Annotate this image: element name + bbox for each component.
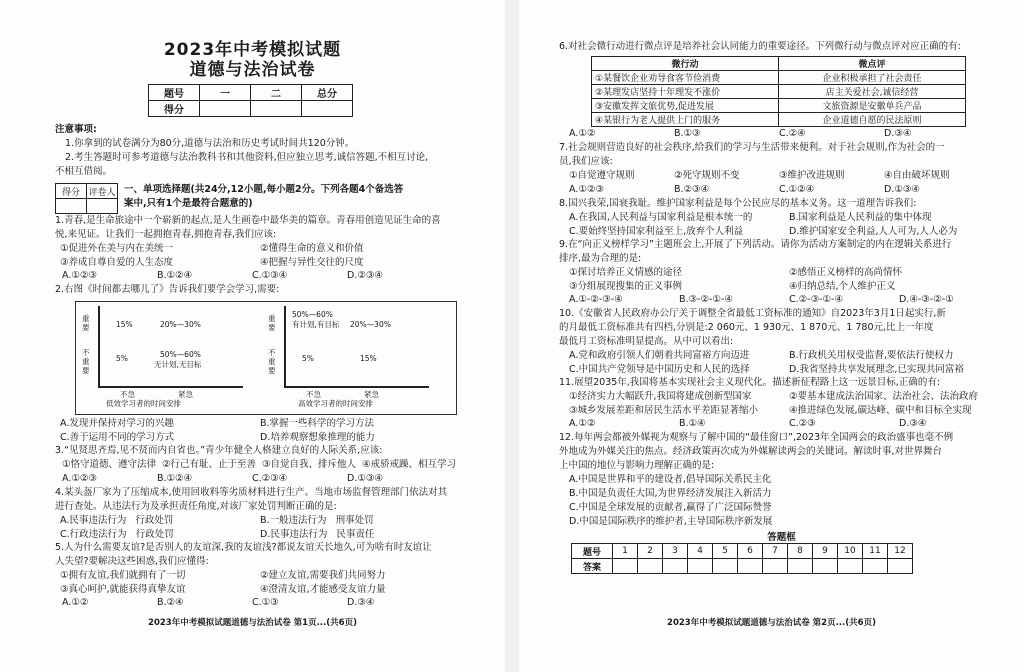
q7-option-c[interactable]: C.①②④: [779, 184, 815, 195]
q12-option-d[interactable]: D.中国是国际秩序的维护者,主导国际秩序新发展: [569, 516, 773, 527]
q7-item: ①自觉遵守规则: [569, 170, 635, 181]
q1-option-c[interactable]: C.①③④: [252, 270, 288, 281]
q9-option-c[interactable]: C.②-③-①-④: [789, 294, 844, 305]
q9-option-d[interactable]: D.④-③-②-①: [899, 294, 954, 305]
chart-cell: 5%: [302, 354, 314, 363]
q11-items: [569, 390, 1009, 417]
q4-options: [60, 514, 460, 541]
score-cell: [302, 101, 353, 117]
q5-item: ④澄清友谊,才能感受友谊力量: [260, 583, 386, 595]
q5-item: ③真心呵护,就能获得真挚友谊: [60, 583, 186, 595]
q7-item: ②死守规则不变: [674, 170, 740, 181]
answer-header: 4: [688, 544, 713, 559]
q7-option-a[interactable]: A.①②③: [569, 184, 604, 195]
answer-header: 5: [713, 544, 738, 559]
q2-options: [60, 417, 460, 444]
q4-option-a-behavior: A.民事违法行为: [60, 515, 127, 526]
q3-item: ②行己有耻、止于至善: [162, 459, 257, 470]
chart-cell: 20%—30%: [350, 320, 391, 329]
answer-header: 2: [638, 544, 663, 559]
chart-y-axis: [284, 306, 286, 386]
q8-option-d[interactable]: D.维护国家安全利益,人人可为,人人必为: [789, 225, 958, 237]
chart-x-axis: [98, 386, 243, 388]
chart-cell: 有计划,有目标: [292, 320, 340, 329]
q1-option-b[interactable]: B.①②④: [157, 270, 193, 281]
q3-item: ①恪守道德、遵守法律: [62, 459, 157, 470]
q2-option-b[interactable]: B.掌握一些科学的学习方法: [260, 418, 375, 429]
chart-label-important: 重要: [268, 314, 276, 332]
q3-option-c[interactable]: C.②③④: [252, 473, 288, 484]
q6-stem: 6.对社会微行动进行微点评是培养社会认同能力的重要途径。下列微行动与微点评对应正确的有:: [559, 41, 961, 52]
notice-line: 1.你拿到的试卷满分为80分,道德与法治和历史考试时间共120分钟。: [65, 138, 355, 149]
q10-stem: 10.《安徽省人民政府办公厅关于调整全省最低工资标准的通知》自2023年3月1日起实行,新: [559, 308, 946, 319]
q10-option-d[interactable]: D.我省坚持共享发展理念,已实现共同富裕: [789, 363, 964, 375]
chart-cell: 50%—60%: [292, 310, 333, 319]
q1-items: [60, 242, 460, 269]
q3-options: [62, 472, 442, 486]
q10-options: [569, 349, 1009, 376]
q6-comment: 店主关爱社会,诚信经营: [779, 85, 966, 99]
time-allocation-figure: [75, 301, 457, 415]
q6-option-d[interactable]: D.③④: [884, 128, 912, 139]
answer-cell[interactable]: [788, 559, 813, 574]
q10-option-b[interactable]: B.行政机关用权受监督,要依法行使权力: [789, 350, 954, 361]
q1-option-d[interactable]: D.②③④: [347, 270, 383, 281]
score-header: 一: [200, 85, 251, 101]
q11-options: [569, 417, 1009, 431]
q7-items: [569, 169, 989, 183]
q3-item: ④戒骄戒躁、相互学习: [362, 459, 457, 470]
grader-cell: [87, 199, 118, 214]
notice-line: 不相互借阅。: [55, 166, 113, 177]
q6-comment: 企业积极承担了社会责任: [779, 71, 966, 85]
answer-header: 11: [863, 544, 888, 559]
q8-stem: 8.国兴我荣,国衰我耻。维护国家利益是每个公民应尽的基本义务。这一道理告诉我们:: [559, 198, 917, 209]
q6-header: 微点评: [779, 57, 966, 71]
answer-cell[interactable]: [663, 559, 688, 574]
score-header: 二: [251, 85, 302, 101]
answer-table: [571, 543, 913, 574]
q7-options: [569, 183, 989, 197]
answer-header: 6: [738, 544, 763, 559]
q11-option-b[interactable]: B.①④: [679, 418, 706, 429]
q7-option-d[interactable]: D.①③④: [884, 184, 920, 195]
q1-item: ②懂得生命的意义和价值: [260, 243, 364, 254]
q4-option-b-liability: 刑事处罚: [335, 515, 374, 526]
answer-box-title: 答题框: [767, 532, 796, 543]
q8-options: [569, 211, 1009, 238]
q6-option-c[interactable]: C.②④: [779, 128, 806, 139]
score-cell: [251, 101, 302, 117]
q5-option-a[interactable]: A.①②: [62, 597, 89, 608]
q5-stem: 人失望?要解决这些困惑,我们应懂得:: [55, 556, 209, 567]
q5-option-d[interactable]: D.③④: [347, 597, 375, 608]
q10-stem: 最低月工资标准明显提高。从中可以看出:: [559, 336, 734, 347]
chart-label-important: 重要: [82, 314, 90, 332]
q11-item: ④推进绿色发展,碳达峰、碳中和目标全实现: [789, 404, 972, 416]
q1-stem: 悦,来见证。让我们一起拥抱青春,拥抱青春,我们应该:: [55, 229, 277, 240]
q6-action: ④某银行为老人提供上门的服务: [592, 113, 779, 127]
q9-item: ①探讨培养正义情感的途径: [569, 267, 683, 278]
q12-stem: 上中国的地位与影响力理解正确的是:: [559, 460, 715, 471]
high-efficiency-chart: [268, 306, 433, 399]
q7-stem: 员,我们应该:: [559, 156, 613, 167]
answer-cell[interactable]: [888, 559, 913, 574]
q8-option-a[interactable]: A.在我国,人民利益与国家利益是根本统一的: [569, 212, 753, 223]
score-cell: [200, 101, 251, 117]
chart-x-label: 不急: [120, 390, 135, 399]
q4-option-b-behavior: B.一般违法行为: [260, 515, 327, 526]
q4-option-b[interactable]: [260, 514, 460, 528]
q4-option-d[interactable]: [260, 528, 460, 542]
q1-item: ④把握与异性交往的尺度: [260, 256, 364, 268]
section-1-instructions: [124, 183, 464, 214]
answer-cell[interactable]: [838, 559, 863, 574]
score-row-label: 得分: [149, 101, 200, 117]
chart-x-label: 紧急: [364, 390, 379, 399]
q9-options: [569, 293, 1009, 307]
q12-option-b[interactable]: B.中国是负责任大国,为世界经济发展注入新活力: [569, 488, 772, 499]
q11-item: ①经济实力大幅跃升,我国将建成创新型国家: [569, 391, 752, 402]
chart-x-label: 紧急: [178, 390, 193, 399]
q3-option-a[interactable]: A.①②③: [62, 473, 97, 484]
chart-x-axis: [284, 386, 429, 388]
answer-header: 9: [813, 544, 838, 559]
q6-action: ①某餐饮企业劝导食客节俭消费: [592, 71, 779, 85]
answer-header: 10: [838, 544, 863, 559]
q2-option-d[interactable]: D.培养观察想象推理的能力: [260, 431, 375, 443]
section-1-header: [55, 183, 505, 214]
chart-cell: 15%: [116, 320, 133, 329]
low-efficiency-caption: 低效学习者的时间安排: [106, 399, 181, 408]
page-2-footer: 2023年中考模拟试题道德与法治试卷 第2页...(共6页): [667, 618, 876, 628]
q7-item: ③维护改进规则: [779, 170, 845, 181]
q6-table: [591, 56, 966, 127]
answer-header: 3: [663, 544, 688, 559]
q2-option-c[interactable]: C.善于运用不同的学习方式: [60, 431, 175, 443]
answer-cell[interactable]: [813, 559, 838, 574]
score-header: 总分: [302, 85, 353, 101]
q3-item: ③自觉自我、排斥他人: [262, 459, 357, 470]
chart-cell: 50%—60%: [160, 350, 201, 359]
low-efficiency-chart: [82, 306, 247, 399]
grader-label: 评卷人: [87, 184, 118, 199]
q6-options: [569, 127, 989, 141]
exam-subject-title: 道德与法治试卷: [189, 60, 316, 80]
q9-item: ②感悟正义榜样的高尚情怀: [789, 267, 903, 278]
q4-option-a[interactable]: [60, 514, 260, 528]
q8-option-c[interactable]: C.要始终坚持国家利益至上,放弃个人利益: [569, 225, 744, 237]
q12-stem: 外地成为外媒关注的焦点。经济政策再次成为外媒解读两会的关键词。解读时事,对世界舞台: [559, 446, 943, 457]
exam-title: 2023年中考模拟试题: [163, 40, 342, 60]
grader-table: [55, 183, 118, 214]
q4-option-c[interactable]: [60, 528, 260, 542]
q1-stem: 1.青春,是生命旅途中一个崭新的起点,是人生画卷中最华美的篇章。青春用创造见证生命的喜: [55, 215, 441, 226]
q9-item: ④归纳总结,个人维护正义: [789, 280, 896, 292]
q4-option-a-liability: 行政处罚: [135, 515, 174, 526]
chart-cell: 5%: [116, 354, 128, 363]
q6-action: ③安徽发挥文旅优势,促进发展: [592, 99, 779, 113]
q4-option-d-liability: 民事责任: [336, 528, 375, 540]
q6-action: ②某理发店坚持十年理发不涨价: [592, 85, 779, 99]
q11-option-a[interactable]: A.①②: [569, 418, 596, 429]
high-efficiency-caption: 高效学习者的时间安排: [298, 399, 373, 408]
q11-option-c[interactable]: C.②③: [789, 418, 816, 429]
q11-stem: 11.展望2035年,我国将基本实现社会主义现代化。描述新征程路上这一远景目标,正确的有:: [559, 377, 941, 388]
q4-stem: 进行查处。从违法行为及承担责任角度,对该厂家处罚判断正确的是:: [55, 501, 337, 512]
q9-items: [569, 266, 1009, 293]
q5-options: [62, 596, 442, 610]
answer-header: 题号: [572, 544, 613, 559]
q5-item: ②建立友谊,需要我们共同努力: [260, 570, 386, 581]
q7-stem: 7.社会规则营造良好的社会秩序,给我们的学习与生活带来便利。对于社会规则,作为社会的一: [559, 142, 945, 153]
chart-x-label: 不急: [306, 390, 321, 399]
q9-option-b[interactable]: B.③-②-①-④: [679, 294, 733, 305]
q5-items: [60, 569, 460, 596]
chart-y-axis: [98, 306, 100, 386]
q11-item: ③城乡发展差距和居民生活水平差距显著缩小: [569, 404, 759, 416]
q12-option-a[interactable]: A.中国是世界和平的建设者,倡导国际关系民主化: [569, 474, 772, 485]
q9-item: ③分组展现搜集的正义事例: [569, 280, 683, 292]
q11-item: ②要基本建成法治国家、法治社会、法治政府: [789, 391, 979, 402]
section-1-line: 案中,只有1个是最符合题意的): [124, 198, 253, 209]
q5-option-c[interactable]: C.①③: [252, 597, 279, 608]
chart-cell: 15%: [360, 354, 377, 363]
grader-label: 得分: [56, 184, 87, 199]
answer-cell[interactable]: [863, 559, 888, 574]
q3-option-b[interactable]: B.①②④: [157, 473, 193, 484]
q9-option-a[interactable]: A.①-②-③-④: [569, 294, 623, 305]
q4-option-c-behavior: C.行政违法行为: [60, 528, 127, 540]
q1-item: ①促进外在美与内在美统一: [60, 243, 174, 254]
page-gutter: [505, 0, 519, 672]
q6-option-a[interactable]: A.①②: [569, 128, 596, 139]
answer-header: 12: [888, 544, 913, 559]
q2-option-a[interactable]: A.发现并保持对学习的兴趣: [60, 418, 174, 429]
answer-cell[interactable]: [638, 559, 663, 574]
q3-option-d[interactable]: D.①③④: [347, 473, 383, 484]
q5-option-b[interactable]: B.②④: [157, 597, 184, 608]
q10-option-c[interactable]: C.中国共产党领导是中国历史和人民的选择: [569, 363, 750, 375]
page-1-footer: 2023年中考模拟试题道德与法治试卷 第1页...(共6页): [148, 618, 357, 628]
answer-cell[interactable]: [688, 559, 713, 574]
q6-comment: 企业道德自愿的民法原则: [779, 113, 966, 127]
q8-option-b[interactable]: B.国家利益是人民利益的集中体现: [789, 212, 932, 223]
q3-items: [62, 458, 462, 472]
answer-header: 8: [788, 544, 813, 559]
q10-option-a[interactable]: A.党和政府引领人们朝着共同富裕方向迈进: [569, 350, 750, 361]
q7-item: ④自由破坏规则: [884, 170, 950, 181]
answer-cell[interactable]: [763, 559, 788, 574]
notice-line: 2.考生答题时可参考道德与法治教科书和其他资料,但应独立思考,诚信答题,不相互讨论,: [65, 152, 429, 163]
q5-item: ①拥有友谊,我们就拥有了一切: [60, 570, 186, 581]
q6-option-b[interactable]: B.①③: [674, 128, 701, 139]
q7-option-b[interactable]: B.②③④: [674, 184, 710, 195]
q1-option-a[interactable]: A.①②③: [62, 270, 97, 281]
q4-option-d-behavior: D.民事违法行为: [260, 528, 328, 540]
chart-cell: 无计划,无目标: [154, 360, 202, 369]
q11-option-d[interactable]: D.③④: [899, 418, 927, 429]
q4-stem: 4.某头盔厂家为了压缩成本,使用回收料等劣质材料进行生产。当地市场监督管理部门依法对其: [55, 487, 448, 498]
q6-header: 微行动: [592, 57, 779, 71]
answer-header: 7: [763, 544, 788, 559]
chart-label-unimportant: 不重要: [268, 348, 276, 375]
chart-label-unimportant: 不重要: [82, 348, 90, 375]
q9-stem: 排序,最为合理的是:: [559, 253, 642, 264]
q12-option-c[interactable]: C.中国是全球发展的贡献者,赢得了广泛国际赞誉: [569, 502, 772, 513]
answer-cell[interactable]: [738, 559, 763, 574]
answer-header: 1: [613, 544, 638, 559]
grader-cell: [56, 199, 87, 214]
q5-stem: 5.人为什么需要友谊?是否别人的友谊深,我的友谊浅?都说友谊天长地久,可为啥有时友谊让: [55, 542, 432, 553]
q1-item: ③养成自尊自爱的人生态度: [60, 256, 174, 268]
section-1-line: 一、单项选择题(共24分,12小题,每小题2分。下列各题4个备选答: [124, 184, 404, 195]
q12-stem: 12.每年两会都被外媒视为观察与了解中国的“最佳窗口”,2023年全国两会的政治盛事也毫不例: [559, 432, 954, 443]
notice-title: 注意事项:: [55, 124, 97, 135]
q6-comment: 文旅资源是安徽单兵产品: [779, 99, 966, 113]
answer-row-label: 答案: [572, 559, 613, 574]
score-header: 题号: [149, 85, 200, 101]
chart-cell: 20%—30%: [160, 320, 201, 329]
exam-page-1: [0, 0, 505, 672]
q2-stem: 2.右图《时间都去哪儿了》告诉我们要学会学习,需要:: [55, 284, 280, 295]
q1-options: [62, 269, 442, 283]
exam-page-2: [519, 0, 1024, 672]
q9-stem: 9.在“向正义榜样学习”主题班会上,开展了下列活动。请你为活动方案制定的内在逻辑关系进行: [559, 239, 952, 250]
q3-stem: 3.“见贤思齐焉,见不贤而内自省也。”青少年健全人格建立良好的人际关系,应该:: [55, 445, 383, 456]
answer-cell[interactable]: [613, 559, 638, 574]
q10-stem: 的月最低工资标准共有四档,分别是:2 060元、1 930元、1 870元、1 780元,比上一年度: [559, 322, 934, 333]
q4-option-c-liability: 行政处罚: [135, 528, 174, 540]
score-table: [148, 84, 353, 117]
answer-cell[interactable]: [713, 559, 738, 574]
